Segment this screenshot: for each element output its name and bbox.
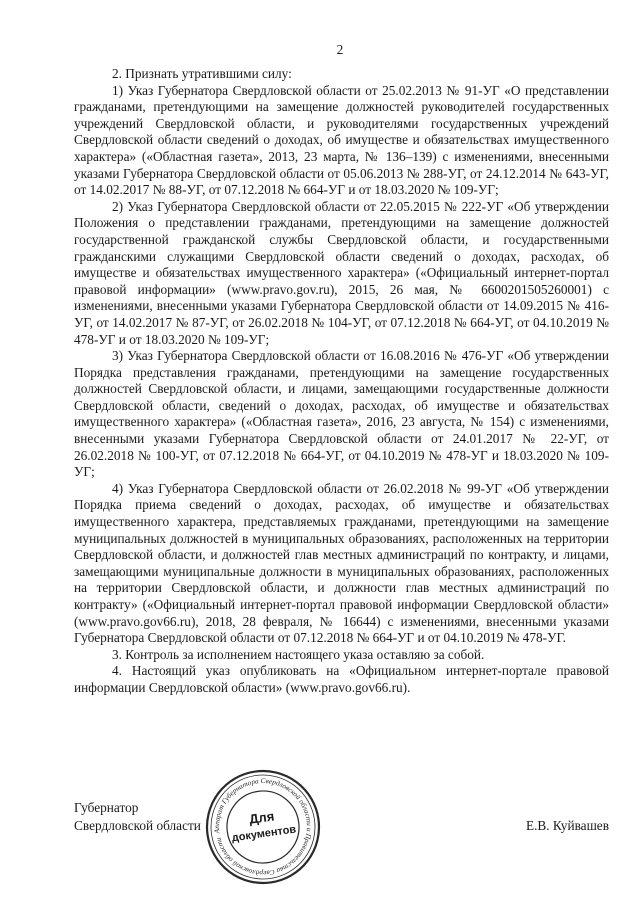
signatory-title-line1: Губернатор [74,800,139,815]
document-body [74,66,609,697]
signatory-name: Е.В. Куйвашев [525,818,609,833]
signature-block [74,800,609,850]
repealed-decree-3: 3) Указ Губернатора Свердловской области от 16.08.2016 № 476-УГ «Об утверждении Порядка представления гражданами, претендующими на замещение государственных должностей Свердловской области, и лицами, замещающими государственные должности Свердловской области, сведений о доходах, расходах, об имуществе и обязательствах имущественного характера» («Областная газета», 2016, 23 августа, № 154) с изменениями, внесенными указами Губернатора Свердловской области от 24.01.2017 № 22-УГ, от 26.02.2018 № 100-УГ, от 07.12.2018 № 664-УГ, от 04.10.2019 № 478-УГ и 18.03.2020 № 109-УГ; [74,348,609,480]
section-4-publication: 4. Настоящий указ опубликовать на «Официальном интернет-портале правовой информации Свердловской области» (www.pravo.gov66.ru). [74,663,609,695]
official-stamp [204,768,322,886]
stamp-center-line1: Для [248,808,276,827]
signatory-title-line2: Свердловской области [74,818,201,833]
stamp-ring-text: Аппарат Губернатора Свердловской области и Правительства Свердловской области [212,776,314,878]
stamp-center-line2: документов [231,823,297,845]
repealed-decree-4: 4) Указ Губернатора Свердловской области от 26.02.2018 № 99-УГ «Об утверждении Порядка приема сведений о доходах, расходах, об имуществе и обязательствах имущественного характера, представляемых гражданами, претендующими на замещение муниципальных должностей в муниципальных образованиях, расположенных на территории Свердловской области, и должностей глав местных администраций по контракту, и лицами, замещающими муниципальные должности в муниципальных образованиях, расположенных на территории Свердловской области, и должности глав местных администраций по контракту» («Официальный интернет-портал правовой информации Свердловской области» (www.pravo.gov66.ru), 2018, 28 февраля, № 16644) с изменениями, внесенными указами Губернатора Свердловской области от 07.12.2018 № 664-УГ и от 04.10.2019 № 478-УГ. [74,480,609,646]
repealed-decree-2: 2) Указ Губернатора Свердловской области от 22.05.2015 № 222-УГ «Об утверждении Положения о представлении гражданами, претендующими на замещение должностей государственной гражданской службы Свердловской области, и государственными гражданскими служащими Свердловской области сведений о доходах, расходах, об имуществе и обязательствах имущественного характера» («Официальный интернет-портал правовой информации» (www.pravo.gov.ru), 2015, 26 мая, № 6600201505260001) с изменениями, внесенными указами Губернатора Свердловской области от 14.09.2015 № 416-УГ, от 14.02.2017 № 87-УГ, от 26.02.2018 № 104-УГ, от 07.12.2018 № 664-УГ, от 04.10.2019 № 478-УГ и от 18.03.2020 № 109-УГ; [74,198,609,347]
repealed-decree-1: 1) Указ Губернатора Свердловской области от 25.02.2013 № 91-УГ «О представлении гражданами, претендующими на замещение должностей руководителей государственных учреждений Свердловской области, и руководителями государственных учреждений Свердловской области сведений о доходах, об имуществе и обязательствах имущественного характера» («Областная газета», 2013, 23 марта, № 136–139) с изменениями, внесенными указами Губернатора Свердловской области от 05.06.2013 № 288-УГ, от 24.12.2014 № 643-УГ, от 14.02.2017 № 88-УГ, от 07.12.2018 № 664-УГ и от 18.03.2020 № 109-УГ; [74,82,609,198]
section-3-control: 3. Контроль за исполнением настоящего указа оставляю за собой. [112,646,485,662]
page-number: 2 [336,42,344,57]
section-2-heading: 2. Признать утратившими силу: [112,66,292,81]
